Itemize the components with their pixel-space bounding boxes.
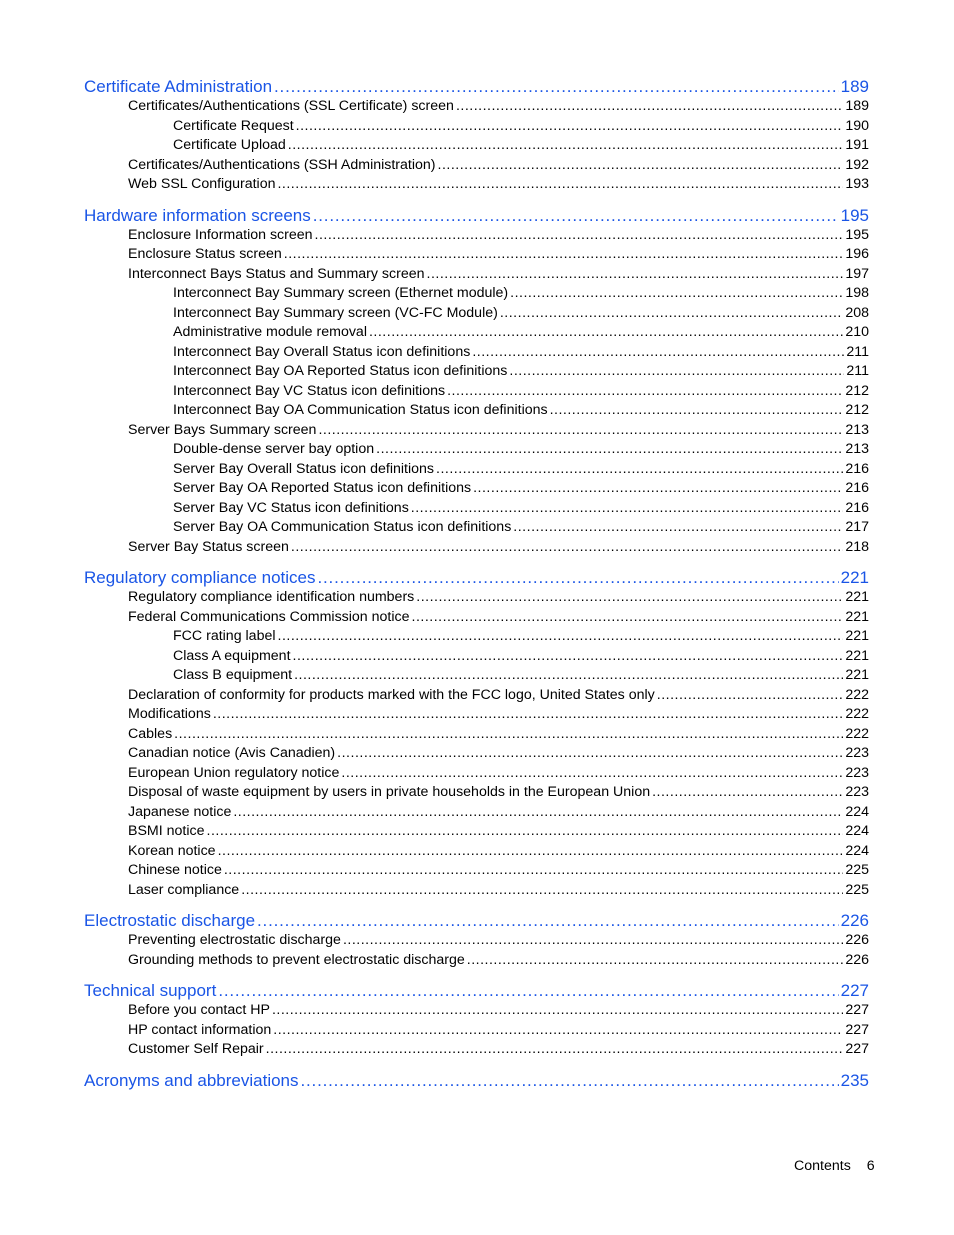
toc-entry-title[interactable]: Server Bays Summary screen [128,421,317,438]
dot-leader [657,686,844,706]
toc-entry-page[interactable]: 227 [845,1041,869,1057]
toc-entry-page[interactable]: 223 [845,764,869,781]
dot-leader [301,1070,839,1091]
toc-entry-link[interactable] [84,783,869,803]
toc-entry-page[interactable]: 224 [845,823,869,839]
dot-leader [456,97,843,117]
toc-entry-link[interactable] [84,245,869,265]
toc-entry-link[interactable] [84,951,869,971]
toc-entry-page[interactable]: 193 [845,176,869,192]
toc-entry-page[interactable]: 227 [840,981,869,1000]
toc-entry-title[interactable]: Certificate Request [173,117,294,134]
toc-entry-link[interactable] [84,861,869,881]
toc-chapter-link[interactable] [84,980,869,1001]
toc-entry-page[interactable]: 216 [845,480,869,496]
toc-entry-link[interactable] [84,725,869,745]
toc-chapter-link[interactable] [84,910,869,931]
toc-entry-link[interactable] [84,401,869,421]
toc-entry-page[interactable]: 221 [845,608,869,625]
toc-entry-page[interactable]: 190 [845,117,869,134]
dot-leader [315,226,844,246]
dot-leader [218,842,844,862]
toc-entry-title[interactable]: Chinese notice [128,862,222,878]
toc-entry-title[interactable]: Laser compliance [128,881,240,898]
toc-entry-page[interactable]: 226 [840,911,869,930]
toc-entry-title[interactable]: Server Bay OA Reported Status icon definitions [173,480,472,496]
toc-entry-title[interactable]: Declaration of conformity for products marked with the FCC logo, United States only [128,686,655,703]
toc-entry-page[interactable]: 211 [846,363,869,379]
toc-entry-page[interactable]: 218 [845,538,869,555]
toc-entry-link[interactable] [84,842,869,862]
dot-leader [436,460,843,480]
toc-section [84,980,869,1060]
toc-entry-link[interactable] [84,1021,869,1041]
toc-entry-title[interactable]: Japanese notice [128,803,232,820]
toc-entry-link[interactable] [84,647,869,667]
toc-entry-title[interactable]: Certificate Administration [84,77,273,96]
toc-entry-page[interactable]: 191 [845,137,869,153]
toc-entry-page[interactable]: 222 [845,725,869,742]
toc-entry-title[interactable]: Modifications [128,706,211,722]
toc-entry-page[interactable]: 212 [845,402,869,418]
toc-entry-page[interactable]: 216 [845,460,869,477]
toc-entry-title[interactable]: Enclosure Information screen [128,226,313,243]
toc-entry-link[interactable] [84,686,869,706]
toc-entry-link[interactable] [84,666,869,686]
toc-section [84,76,869,195]
toc-entry-page[interactable]: 198 [845,285,869,301]
dot-leader [550,401,844,421]
toc-entry-title[interactable]: Technical support [84,981,217,1000]
toc-entry-link[interactable] [84,343,869,363]
toc-entry-title[interactable]: Interconnect Bay OA Communication Status icon definitions [173,402,548,418]
dot-leader [513,518,843,538]
dot-leader [272,1001,843,1021]
dot-leader [233,803,843,823]
toc-entry-link[interactable] [84,705,869,725]
toc-entry-page[interactable]: 221 [845,647,869,664]
toc-entry-title[interactable]: Regulatory compliance identification numbers [128,589,415,605]
toc-entry-link[interactable] [84,822,869,842]
toc-entry-link[interactable] [84,304,869,324]
toc-entry-title[interactable]: Enclosure Status screen [128,246,282,262]
dot-leader [278,627,844,647]
dot-leader [447,382,843,402]
toc-entry-title[interactable]: Interconnect Bays Status and Summary screen [128,265,425,282]
toc-chapter-link[interactable] [84,1070,869,1091]
dot-leader [207,822,844,842]
toc-chapter-link[interactable] [84,205,869,226]
toc-entry-title[interactable]: Electrostatic discharge [84,911,256,930]
dot-leader [438,156,844,176]
dot-leader [288,136,844,156]
toc-entry-link[interactable] [84,881,869,901]
toc-entry-title[interactable]: Cables [128,725,173,742]
toc-entry-link[interactable] [84,460,869,480]
toc-entry-link[interactable] [84,175,869,195]
toc-entry-link[interactable] [84,518,869,538]
dot-leader [337,744,843,764]
dot-leader [376,440,843,460]
toc-entry-title[interactable]: Interconnect Bay Summary screen (VC-FC Module) [173,304,498,321]
toc-entry-title[interactable]: FCC rating label [173,628,276,644]
toc-entry-page[interactable]: 210 [845,324,869,340]
toc-entry-page[interactable]: 223 [845,784,869,800]
toc-entry-title[interactable]: Class A equipment [173,647,291,664]
dot-leader [472,343,844,363]
toc-entry-link[interactable] [84,226,869,246]
toc-entry-title[interactable]: Interconnect Bay Summary screen (Ethernet module) [173,285,509,301]
toc-entry-title[interactable]: European Union regulatory notice [128,764,340,781]
dot-leader [369,323,843,343]
dot-leader [174,725,843,745]
toc-entry-link[interactable] [84,931,869,951]
toc-entry-title[interactable]: Certificate Upload [173,137,286,153]
dot-leader [293,647,844,667]
dot-leader [343,931,843,951]
dot-leader [510,284,843,304]
toc-entry-title[interactable]: Server Bay VC Status icon definitions [173,499,409,516]
toc-entry-title[interactable]: Server Bay Status screen [128,538,289,555]
dot-leader [277,175,843,195]
toc-entry-page[interactable]: 208 [845,304,869,321]
toc-entry-title[interactable]: Canadian notice (Avis Canadien) [128,745,336,761]
toc-entry-page[interactable]: 196 [845,246,869,262]
toc-entry-title[interactable]: Web SSL Configuration [128,176,276,192]
toc-entry-page[interactable]: 227 [845,1021,869,1038]
toc-entry-link[interactable] [84,97,869,117]
toc-entry-page[interactable]: 226 [845,951,869,968]
dot-leader [652,783,843,803]
toc-entry-link[interactable] [84,323,869,343]
toc-entry-title[interactable]: Double-dense server bay option [173,441,375,457]
dot-leader [291,538,843,558]
toc-entry-link[interactable] [84,362,869,382]
toc-entry-title[interactable]: Hardware information screens [84,205,311,225]
dot-leader [213,705,844,725]
toc-entry-page[interactable]: 212 [845,382,869,399]
toc-entry-page[interactable]: 211 [846,343,869,360]
toc-entry-page[interactable]: 222 [845,686,869,703]
toc-entry-page[interactable]: 224 [845,842,869,859]
toc-entry-title[interactable]: Interconnect Bay Overall Status icon definitions [173,343,471,360]
toc-entry-page[interactable]: 225 [845,881,869,898]
toc-entry-title[interactable]: Acronyms and abbreviations [84,1070,299,1090]
dot-leader [473,479,843,499]
dot-leader [318,567,839,588]
toc-entry-link[interactable] [84,499,869,519]
toc-entry-title[interactable]: Before you contact HP [128,1002,270,1018]
toc-entry-link[interactable] [84,764,869,784]
toc-entry-link[interactable] [84,382,869,402]
toc-entry-page[interactable]: 221 [845,589,869,605]
toc-entry-page[interactable]: 223 [845,745,869,761]
toc-entry-link[interactable] [84,1001,869,1021]
toc-entry-link[interactable] [84,117,869,137]
toc-chapter-link[interactable] [84,567,869,588]
dot-leader [257,910,839,931]
toc-entry-title[interactable]: Federal Communications Commission notice [128,608,410,625]
dot-leader [241,881,843,901]
toc-entry-page[interactable]: 216 [845,499,869,516]
dot-leader [266,1040,844,1060]
dot-leader [500,304,843,324]
toc-entry-link[interactable] [84,588,869,608]
toc-entry-title[interactable]: Disposal of waste equipment by users in private households in the European Union [128,784,651,800]
toc-entry-title[interactable]: Preventing electrostatic discharge [128,932,341,948]
dot-leader [224,861,843,881]
dot-leader [341,764,843,784]
toc-entry-title[interactable]: Regulatory compliance notices [84,568,316,587]
table-of-contents [84,76,869,1101]
toc-entry-link[interactable] [84,608,869,628]
toc-entry-page[interactable]: 213 [845,441,869,457]
toc-entry-page[interactable]: 189 [840,77,869,96]
toc-entry-page[interactable]: 217 [845,519,869,535]
dot-leader [411,499,844,519]
toc-entry-link[interactable] [84,440,869,460]
toc-entry-title[interactable]: Interconnect Bay OA Reported Status icon definitions [173,363,508,379]
dot-leader [313,205,839,226]
toc-section [84,205,869,558]
toc-entry-page[interactable]: 222 [845,706,869,722]
toc-entry-title[interactable]: Certificates/Authentications (SSH Administration) [128,156,436,173]
toc-entry-title[interactable]: Server Bay Overall Status icon definitions [173,460,435,477]
dot-leader [509,362,844,382]
toc-entry-page[interactable]: 224 [845,803,869,820]
toc-entry-link[interactable] [84,803,869,823]
toc-entry-page[interactable]: 226 [845,932,869,948]
toc-entry-page[interactable]: 195 [840,205,869,225]
toc-entry-link[interactable] [84,421,869,441]
toc-entry-link[interactable] [84,136,869,156]
toc-entry-link[interactable] [84,156,869,176]
dot-leader [284,245,844,265]
toc-entry-title[interactable]: Korean notice [128,842,216,859]
toc-entry-title[interactable]: Server Bay OA Communication Status icon definitions [173,519,512,535]
toc-chapter-link[interactable] [84,76,869,97]
toc-entry-title[interactable]: Class B equipment [173,667,293,683]
dot-leader [416,588,843,608]
dot-leader [294,666,843,686]
toc-entry-page[interactable]: 195 [845,226,869,243]
toc-entry-title[interactable]: Administrative module removal [173,324,367,340]
toc-entry-link[interactable] [84,284,869,304]
toc-section [84,1070,869,1091]
toc-entry-title[interactable]: Customer Self Repair [128,1041,264,1057]
dot-leader [318,421,843,441]
dot-leader [412,608,844,628]
toc-entry-link[interactable] [84,538,869,558]
toc-section [84,910,869,970]
footer-label: Contents [794,1158,851,1174]
dot-leader [296,117,844,137]
toc-entry-page[interactable]: 221 [840,568,869,587]
toc-entry-page[interactable]: 197 [845,265,869,282]
toc-entry-title[interactable]: HP contact information [128,1021,272,1038]
toc-entry-title[interactable]: Certificates/Authentications (SSL Certificate) screen [128,98,454,114]
toc-entry-page[interactable]: 189 [845,98,869,114]
dot-leader [467,951,844,971]
toc-entry-page[interactable]: 221 [845,628,869,644]
dot-leader [218,980,838,1001]
footer-page-number: 6 [866,1158,875,1174]
toc-entry-page[interactable]: 225 [845,862,869,878]
toc-entry-link[interactable] [84,265,869,285]
toc-entry-title[interactable]: Grounding methods to prevent electrostatic discharge [128,951,465,968]
toc-entry-link[interactable] [84,627,869,647]
toc-entry-link[interactable] [84,744,869,764]
toc-section [84,567,869,900]
toc-entry-page[interactable]: 227 [845,1002,869,1018]
toc-entry-page[interactable]: 213 [845,421,869,438]
dot-leader [427,265,844,285]
toc-entry-title[interactable]: BSMI notice [128,823,205,839]
dot-leader [273,1021,843,1041]
dot-leader [274,76,839,97]
toc-entry-page[interactable]: 192 [845,156,869,173]
toc-entry-page[interactable]: 235 [840,1070,869,1090]
toc-entry-link[interactable] [84,1040,869,1060]
toc-entry-title[interactable]: Interconnect Bay VC Status icon definitions [173,382,446,399]
page-footer [794,1158,875,1174]
toc-entry-page[interactable]: 221 [845,667,869,683]
toc-entry-link[interactable] [84,479,869,499]
